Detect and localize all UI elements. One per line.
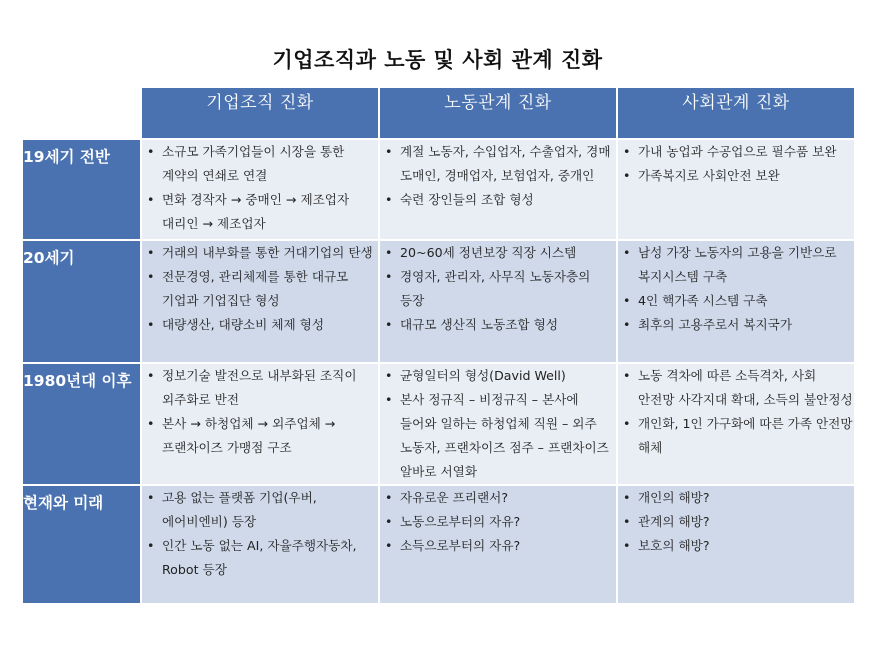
list-item: • 본사 정규직 – 비정규직 – 본사에 들어와 일하는 하청업체 직원 – 외주 노동자, 프랜차이즈 점주 – 프랜차이즈 알바로 서열화 bbox=[400, 388, 616, 484]
row-header: 19세기 전반 bbox=[22, 139, 141, 240]
list-item: • 계절 노동자, 수입업자, 수출업자, 경매 도매인, 경매업자, 보험업자, 중개인 bbox=[400, 140, 616, 188]
row-header: 1980년대 이후 bbox=[22, 363, 141, 485]
social-cell bbox=[617, 139, 855, 240]
row-header: 20세기 bbox=[22, 240, 141, 363]
column-header-corporate: 기업조직 진화 bbox=[141, 87, 379, 139]
list-item: • 가족복지로 사회안전 보완 bbox=[638, 164, 854, 188]
corner-cell bbox=[22, 87, 141, 139]
list-item: • 숙련 장인들의 조합 형성 bbox=[400, 188, 616, 212]
list-item: • 대규모 생산직 노동조합 형성 bbox=[400, 313, 616, 337]
list-item: • 거래의 내부화를 통한 거대기업의 탄생 bbox=[162, 241, 378, 265]
list-item: • 전문경영, 관리체제를 통한 대규모 기업과 기업집단 형성 bbox=[162, 265, 378, 313]
column-header-labor: 노동관계 진화 bbox=[379, 87, 617, 139]
list-item: • 고용 없는 플랫폼 기업(우버, 에어비엔비) 등장 bbox=[162, 486, 378, 534]
list-item: • 본사 → 하청업체 → 외주업체 → 프랜차이즈 가맹점 구조 bbox=[162, 412, 378, 460]
list-item: • 가내 농업과 수공업으로 필수품 보완 bbox=[638, 140, 854, 164]
list-item: • 노동으로부터의 자유? bbox=[400, 510, 616, 534]
evolution-table bbox=[21, 86, 856, 605]
list-item: • 보호의 해방? bbox=[638, 534, 854, 558]
labor-cell bbox=[379, 485, 617, 604]
labor-cell bbox=[379, 139, 617, 240]
corporate-cell bbox=[141, 240, 379, 363]
table-row bbox=[22, 240, 855, 363]
row-header: 현재와 미래 bbox=[22, 485, 141, 604]
list-item: • 20~60세 정년보장 직장 시스템 bbox=[400, 241, 616, 265]
table-row bbox=[22, 363, 855, 485]
list-item: • 개인의 해방? bbox=[638, 486, 854, 510]
table-row bbox=[22, 485, 855, 604]
list-item: • 소규모 가족기업들이 시장을 통한 계약의 연쇄로 연결 bbox=[162, 140, 378, 188]
list-item: • 개인화, 1인 가구화에 따른 가족 안전망 해체 bbox=[638, 412, 854, 460]
list-item: • 관계의 해방? bbox=[638, 510, 854, 534]
list-item: • 남성 가장 노동자의 고용을 기반으로 복지시스템 구축 bbox=[638, 241, 854, 289]
labor-cell bbox=[379, 363, 617, 485]
list-item: • 최후의 고용주로서 복지국가 bbox=[638, 313, 854, 337]
column-header-social: 사회관계 진화 bbox=[617, 87, 855, 139]
list-item: • 균형일터의 형성(David Well) bbox=[400, 364, 616, 388]
social-cell bbox=[617, 485, 855, 604]
list-item: • 자유로운 프리랜서? bbox=[400, 486, 616, 510]
corporate-cell bbox=[141, 485, 379, 604]
labor-cell bbox=[379, 240, 617, 363]
list-item: • 경영자, 관리자, 사무직 노동자층의 등장 bbox=[400, 265, 616, 313]
list-item: • 노동 격차에 따른 소득격차, 사회 안전망 사각지대 확대, 소득의 불안정성 bbox=[638, 364, 854, 412]
social-cell bbox=[617, 363, 855, 485]
list-item: • 4인 핵가족 시스템 구축 bbox=[638, 289, 854, 313]
list-item: • 인간 노동 없는 AI, 자율주행자동차, Robot 등장 bbox=[162, 534, 378, 582]
page-title: 기업조직과 노동 및 사회 관계 진화 bbox=[272, 48, 603, 72]
social-cell bbox=[617, 240, 855, 363]
list-item: • 면화 경작자 → 중매인 → 제조업자 대리인 → 제조업자 bbox=[162, 188, 378, 236]
corporate-cell bbox=[141, 139, 379, 240]
list-item: • 정보기술 발전으로 내부화된 조직이 외주화로 반전 bbox=[162, 364, 378, 412]
corporate-cell bbox=[141, 363, 379, 485]
list-item: • 소득으로부터의 자유? bbox=[400, 534, 616, 558]
header-row bbox=[22, 87, 855, 139]
list-item: • 대량생산, 대량소비 체제 형성 bbox=[162, 313, 378, 337]
table-row bbox=[22, 139, 855, 240]
